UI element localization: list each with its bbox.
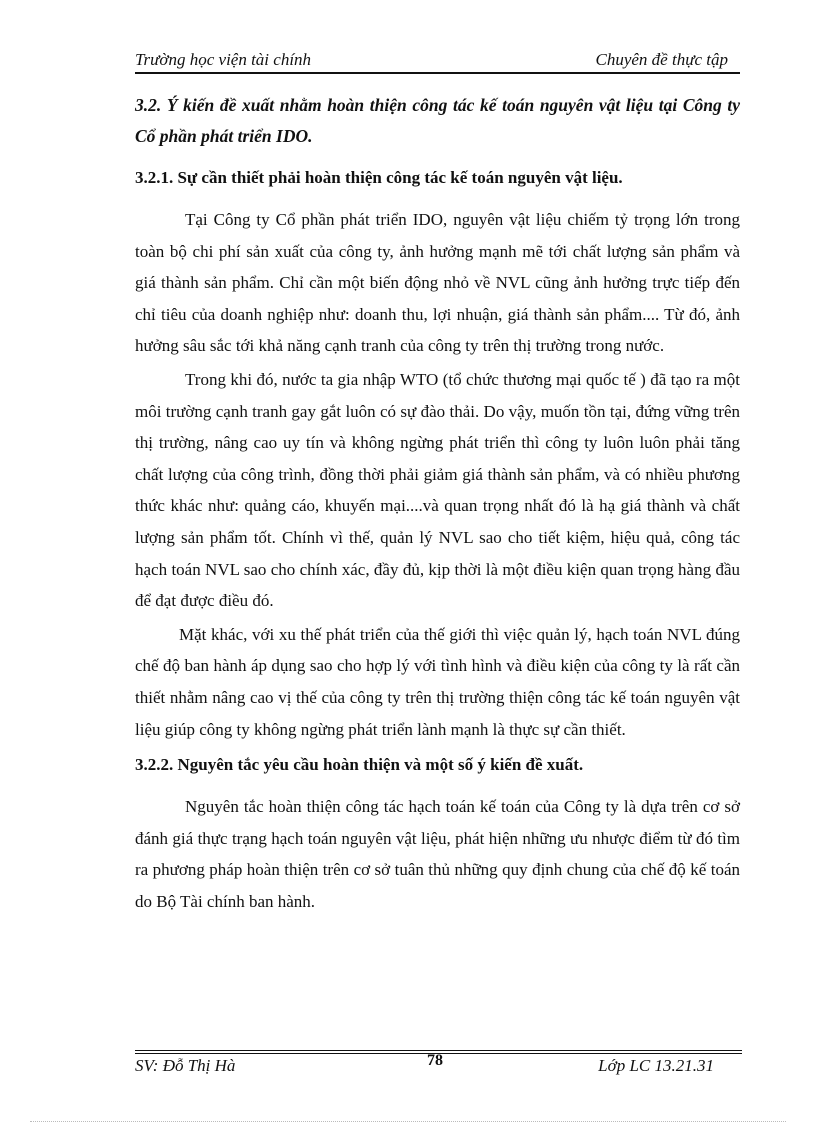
page-number: 78	[427, 1052, 443, 1069]
paragraph: Nguyên tắc hoàn thiện công tác hạch toán kế toán của Công ty là dựa trên cơ sở đánh giá thực trạng hạch toán nguyên vật liệu, phát hiện những ưu nhược điểm từ đó tìm ra phương pháp hoàn thiện trên cơ sở tuân thủ những quy định chung của chế độ kế toán do Bộ Tài chính ban hành.	[135, 797, 740, 911]
page-header	[135, 50, 740, 72]
paragraph: Tại Công ty Cổ phần phát triển IDO, nguyên vật liệu chiếm tỷ trọng lớn trong toàn bộ chi phí sản xuất của công ty, ảnh hưởng mạnh mẽ tới chất lượng sản phẩm và giá thành sản phẩm. Chỉ cần một biến động nhỏ về NVL cũng ảnh hưởng trực tiếp đến chỉ tiêu của doanh nghiệp như: doanh thu, lợi nhuận, giá thành sản phẩm.... Từ đó, ảnh hưởng sâu sắc tới khả năng cạnh tranh của công ty trên thị trường trong nước.	[135, 210, 740, 356]
section-heading: 3.2. Ý kiến đề xuất nhằm hoàn thiện công tác kế toán nguyên vật liệu tại Công ty Cổ phần phát triển IDO.	[135, 95, 740, 146]
paragraph: Mặt khác, với xu thế phát triển của thế giới thì việc quản lý, hạch toán NVL đúng chế độ ban hành áp dụng sao cho hợp lý với tình hình và điều kiện của công ty là rất cần thiết nhằm nâng cao vị thế của công ty trên thị trường thiện công tác kế toán nguyên vật liệu giúp công ty không ngừng phát triển lành mạnh là thực sự cần thiết.	[135, 624, 740, 739]
subsection-heading-2: 3.2.2. Nguyên tắc yêu cầu hoàn thiện và một số ý kiến đề xuất.	[135, 755, 584, 775]
paragraph: Trong khi đó, nước ta gia nhập WTO (tổ chức thương mại quốc tế ) đã tạo ra một môi trường cạnh tranh gay gắt luôn có sự đào thải. Do vậy, muốn tồn tại, đứng vững trên thị trường, nâng cao uy tín và không ngừng phát triển thì công ty luôn luôn phải tăng chất lượng của công trình, đồng thời phải giảm giá thành sản phẩm, và có nhiều phương thức khác như: quảng cáo, khuyến mại....và quan trọng nhất đó là hạ giá thành và chất lượng sản phẩm tốt. Chính vì thế, quản lý NVL sao cho tiết kiệm, hiệu quả, công tác hạch toán NVL sao cho chính xác, đầy đủ, kịp thời là một điều kiện quan trọng hàng đầu để đạt được điều đó.	[135, 369, 740, 611]
page-edge-dotted-line	[30, 1121, 786, 1122]
footer-class-code: Lớp LC 13.21.31	[598, 1056, 714, 1075]
footer-student-name: SV: Đỗ Thị Hà	[135, 1056, 236, 1075]
page-footer	[135, 1052, 742, 1078]
footer-divider	[135, 1050, 742, 1051]
header-school: Trường học viện tài chính	[135, 50, 312, 69]
page-body	[135, 90, 740, 919]
header-report-type: Chuyên đề thực tập	[595, 50, 728, 69]
subsection-heading-1: 3.2.1. Sự cần thiết phải hoàn thiện công tác kế toán nguyên vật liệu.	[135, 168, 623, 187]
header-divider	[135, 72, 740, 74]
